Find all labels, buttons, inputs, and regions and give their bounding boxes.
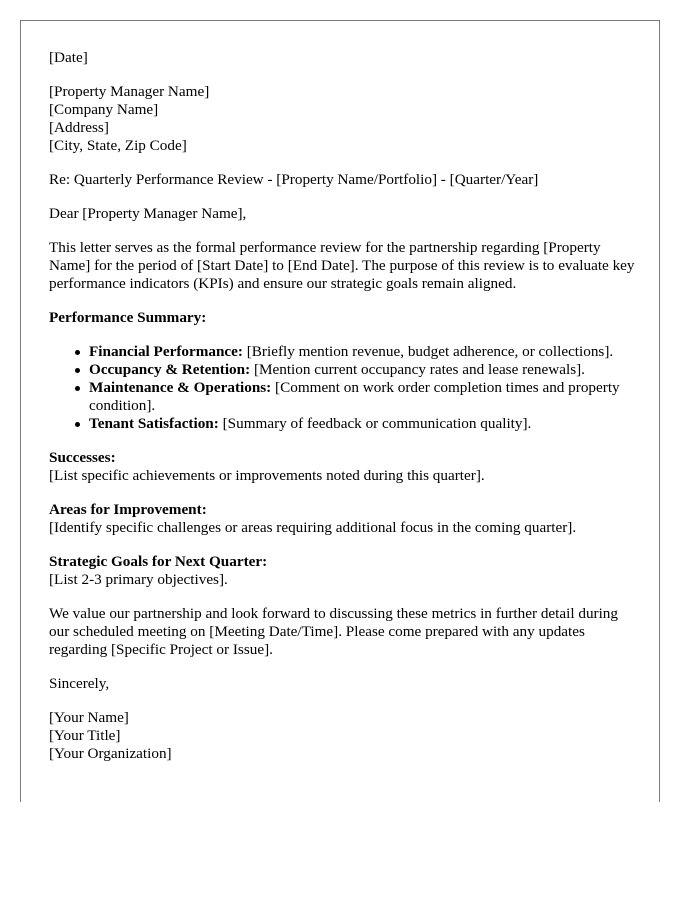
letter-body [49,49,639,779]
list-item-text: [Briefly mention revenue, budget adherence, or collections]. [242,343,614,360]
list-item [89,361,639,379]
list-item-text: [Comment on work order completion times and property condition]. [89,379,620,414]
list-item-label: Maintenance & Operations: [89,379,272,396]
successes-heading: Successes: [49,449,116,466]
successes-text: [List specific achievements or improvements noted during this quarter]. [49,467,485,484]
goals-text: [List 2-3 primary objectives]. [49,571,228,588]
recipient-city-state-zip: [City, State, Zip Code] [49,137,187,154]
signature-block [49,709,639,763]
closing-paragraph: We value our partnership and look forward to discussing these metrics in further detail during our scheduled meeting on [Meeting Date/Time]. Please come prepared with any updates regarding [Specific Project or Issue]. [49,605,618,658]
letter-date: [Date] [49,49,88,66]
recipient-company: [Company Name] [49,101,159,118]
list-item [89,379,639,415]
improvement-text: [Identify specific challenges or areas requiring additional focus in the coming quarter]. [49,519,577,536]
letter-page [20,20,660,802]
successes-section [49,449,639,485]
list-item [89,343,639,361]
signature-name: [Your Name] [49,709,129,726]
signature-organization: [Your Organization] [49,745,172,762]
goals-section [49,553,639,589]
recipient-address: [Address] [49,119,109,136]
salutation: Dear [Property Manager Name], [49,205,247,222]
list-item [89,415,639,433]
improvement-section [49,501,639,537]
performance-summary-heading: Performance Summary: [49,309,207,326]
subject-line: Re: Quarterly Performance Review - [Property Name/Portfolio] - [Quarter/Year] [49,171,539,188]
goals-heading: Strategic Goals for Next Quarter: [49,553,268,570]
recipient-block [49,83,639,155]
intro-paragraph: This letter serves as the formal performance review for the partnership regarding [Property Name] for the period of [Start Date] to [End Date]. The purpose of this review is to evaluate key performance indicators (KPIs) and ensure our strategic goals remain aligned. [49,239,635,292]
recipient-name: [Property Manager Name] [49,83,210,100]
list-item-label: Financial Performance: [89,343,243,360]
list-item-label: Occupancy & Retention: [89,361,251,378]
list-item-text: [Mention current occupancy rates and lease renewals]. [250,361,585,378]
sign-off: Sincerely, [49,675,110,692]
improvement-heading: Areas for Improvement: [49,501,207,518]
list-item-label: Tenant Satisfaction: [89,415,219,432]
performance-summary-list [49,343,639,433]
signature-title: [Your Title] [49,727,121,744]
list-item-text: [Summary of feedback or communication quality]. [218,415,532,432]
